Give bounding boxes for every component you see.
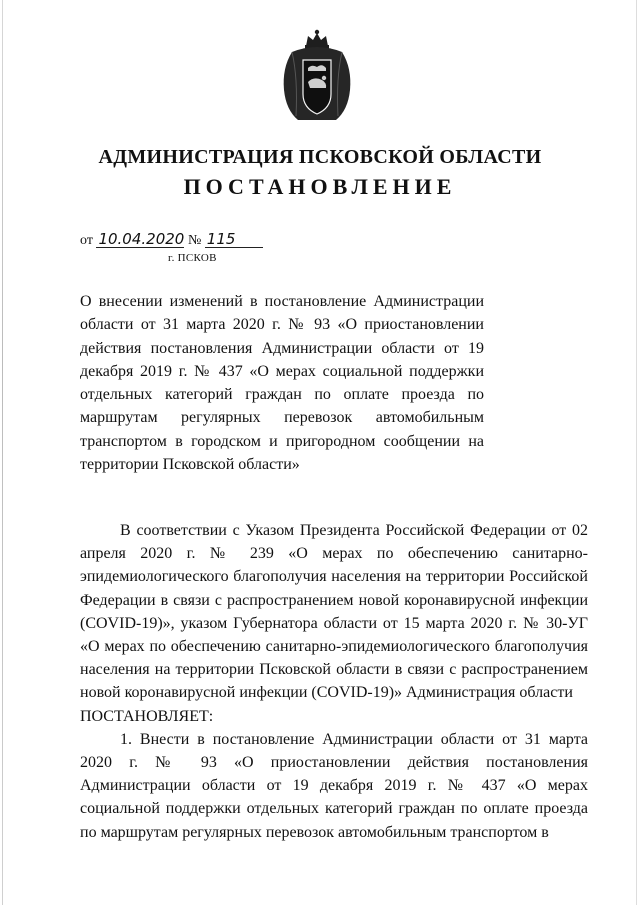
document-date: 10.04.2020 xyxy=(98,230,185,248)
date-prefix: от xyxy=(80,233,93,248)
document-subject: О внесении изменений в постановление Администрации области от 31 марта 2020 г. № 93 «О приостановлении действия постановления Администрации области от 19 декабря 2019 г. № 437 «О мерах социальной поддержки отдельных категорий граждан по оплате проезда по маршрутам регулярных перевозок автомобильным транспортом в городском и пригородном сообщении на территории Псковской области» xyxy=(80,293,484,474)
number-prefix: № xyxy=(187,233,202,248)
document-type-heading: ПОСТАНОВЛЕНИЕ xyxy=(183,174,457,199)
decree-word: ПОСТАНОВЛЯЕТ: xyxy=(80,707,214,725)
document-number: 115 xyxy=(205,231,263,248)
organization-title: АДМИНИСТРАЦИЯ ПСКОВСКОЙ ОБЛАСТИ xyxy=(98,146,542,168)
document-date-number xyxy=(80,231,263,249)
document-city: г. ПСКОВ xyxy=(168,252,217,264)
list-item: 1. Внести в постановление Администрации области от 31 марта 2020 г. № 93 «О приостановлении действия постановления Администрации области от 19 декабря 2019 г. № 437 «О мерах социальной поддержки отдельных категорий граждан по оплате проезда по маршрутам регулярных перевозок автомобильным транспортом в xyxy=(80,730,588,841)
scan-edge xyxy=(2,0,3,905)
scan-edge xyxy=(636,0,637,905)
preamble-paragraph: В соответствии с Указом Президента Российской Федерации от 02 апреля 2020 г. № 239 «О мерах по обеспечению санитарно-эпидемиологического благополучия населения на территории Российской Федерации в связи с распространением новой коронавирусной инфекции (COVID-19)», указом Губернатора области от 15 марта 2020 г. № 30-УГ «О мерах по обеспечению санитарно-эпидемиологического благополучия населения на территории Псковской области в связи с распространением новой коронавирусной инфекции (COVID-19)» Администрация области xyxy=(80,522,588,702)
document-body xyxy=(80,519,588,844)
coat-of-arms-icon xyxy=(272,28,362,124)
